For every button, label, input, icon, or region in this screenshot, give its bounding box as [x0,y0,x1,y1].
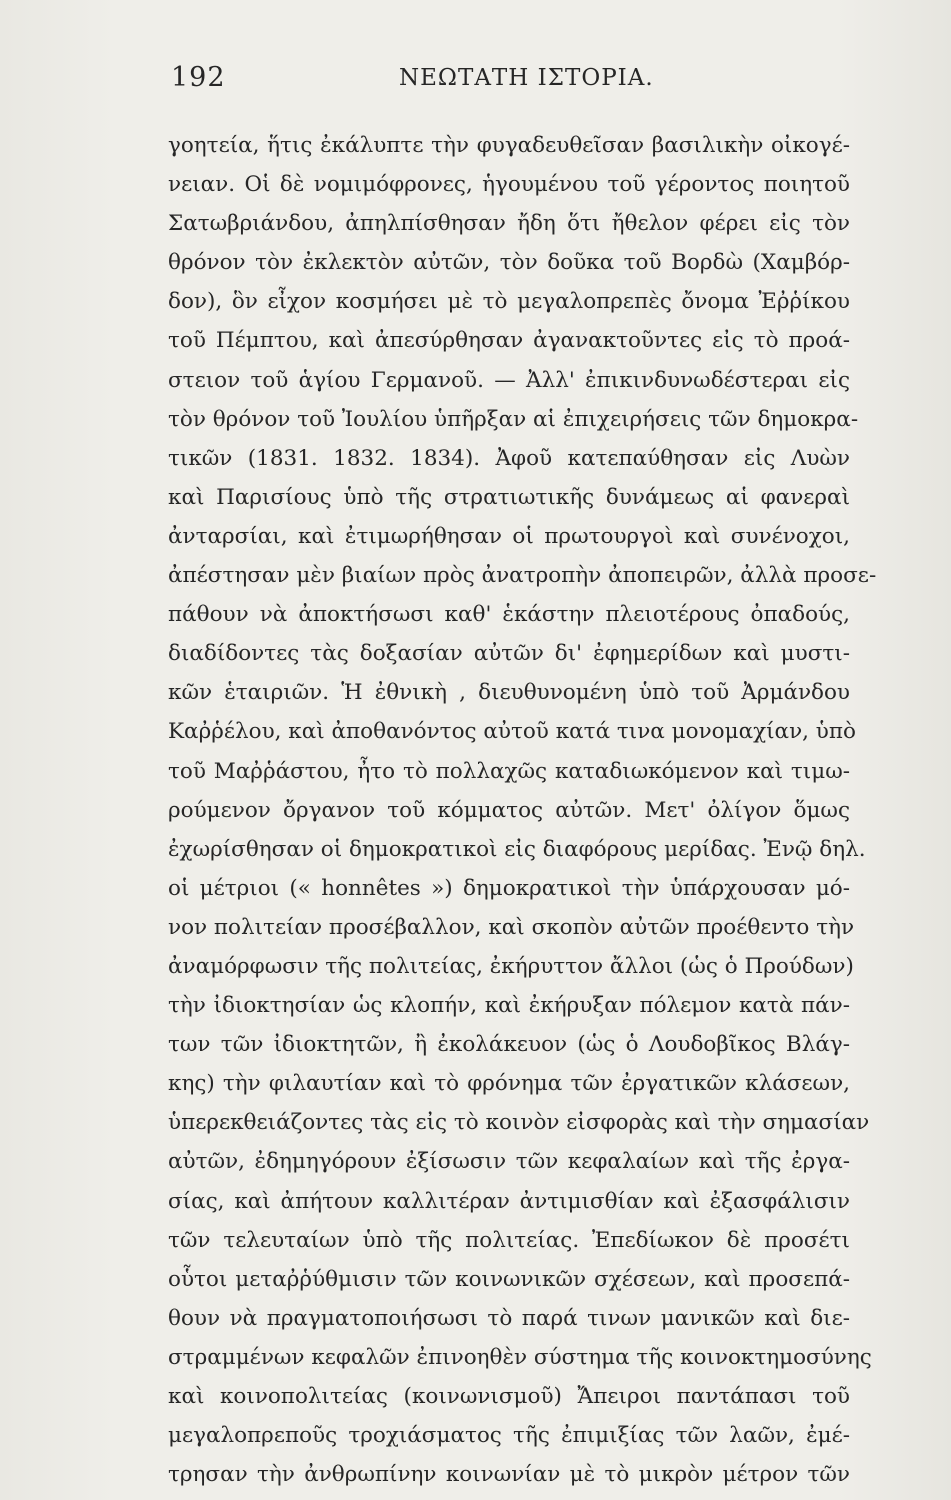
text-line: ἐχωρίσθησαν οἱ δημοκρατικοὶ εἰς διαφόρους μερίδας. Ἐνῷ δηλ. [168,836,866,862]
text-line: κῶν ἑταιριῶν. Ἡ ἐθνικὴ , διευθυνομένη ὑπὸ τοῦ Ἀρμάνδου [168,680,850,706]
running-title: ΝΕΩΤΑΤΗ ΙΣΤΟΡΙΑ. [399,65,654,91]
text-line: οἱ μέτριοι (« honnêtes ») δημοκρατικοὶ τὴν ὑπάρχουσαν μό- [168,875,850,901]
text-line: τοῦ Πέμπτου, καὶ ἀπεσύρθησαν ἀγανακτοῦντες εἰς τὸ προά- [168,328,850,354]
text-line: ἀνταρσίαι, καὶ ἐτιμωρήθησαν οἱ πρωτουργοὶ καὶ συνένοχοι, [168,523,850,549]
text-line: καὶ κοινοπολιτείας (κοινωνισμοῦ) Ἄπειροι παντάπασι τοῦ [168,1384,850,1409]
text-line: των τῶν ἰδιοκτητῶν, ἢ ἐκολάκευον (ὡς ὁ Λουδοβῖκος Βλάγ- [168,1032,850,1058]
body-text [168,126,877,1494]
page-header [171,62,861,102]
text-line: ἀναμόρφωσιν τῆς πολιτείας, ἐκήρυττον ἄλλοι (ὡς ὁ Προύδων) [168,953,854,979]
text-line: Καῤῥέλου, καὶ ἀποθανόντος αὐτοῦ κατά τινα μονομαχίαν, ὑπὸ [168,719,856,745]
text-line: ἀπέστησαν μὲν βιαίων πρὸς ἀνατροπὴν ἀποπειρῶν, ἀλλὰ προσε- [168,563,877,589]
page-number: 192 [171,62,226,93]
text-line: γοητεία, ἥτις ἐκάλυπτε τὴν φυγαδευθεῖσαν βασιλικὴν οἰκογέ- [168,133,850,158]
text-line: τοῦ Μαῤῥάστου, ἦτο τὸ πολλαχῶς καταδιωκόμενον καὶ τιμω- [168,758,850,784]
text-line: θουν νὰ πραγματοποιήσωσι τὸ παρά τινων μανικῶν καὶ διε- [168,1305,850,1331]
text-line: δον), ὃν εἶχον κοσμήσει μὲ τὸ μεγαλοπρεπὲς ὄνομα Ἐῤῥίκου [168,289,850,315]
text-line: αὐτῶν, ἐδημηγόρουν ἐξίσωσιν τῶν κεφαλαίων καὶ τῆς ἐργα- [168,1149,850,1175]
text-line: σίας, καὶ ἀπήτουν καλλιτέραν ἀντιμισθίαν καὶ ἐξασφάλισιν [168,1188,850,1214]
text-line: τῶν τελευταίων ὑπὸ τῆς πολιτείας. Ἐπεδίωκον δὲ προσέτι [168,1227,850,1253]
text-line: στραμμένων κεφαλῶν ἐπινοηθὲν σύστημα τῆς κοινοκτημοσύνης [168,1344,872,1370]
text-line: τὸν θρόνον τοῦ Ἰουλίου ὑπῆρξαν αἱ ἐπιχειρήσεις τῶν δημοκρα- [168,406,859,432]
text-line: νον πολιτείαν προσέβαλλον, καὶ σκοπὸν αὐτῶν προέθεντο τὴν [168,914,855,940]
text-line: ὑπερεκθειάζοντες τὰς εἰς τὸ κοινὸν εἰσφορὰς καὶ τὴν σημασίαν [168,1110,870,1136]
text-line: οὗτοι μεταῤῥύθμισιν τῶν κοινωνικῶν σχέσεων, καὶ προσεπά- [168,1266,850,1292]
text-line: θρόνον τὸν ἐκλεκτὸν αὐτῶν, τὸν δοῦκα τοῦ Βορδὼ (Χαμβόρ- [168,250,850,276]
text-line: πάθουν νὰ ἀποκτήσωσι καθ' ἑκάστην πλειοτέρους ὀπαδούς, [168,602,850,628]
text-line: ρούμενον ὄργανον τοῦ κόμματος αὐτῶν. Μετ' ὀλίγον ὅμως [168,797,850,823]
text-line: τικῶν (1831. 1832. 1834). Ἀφοῦ κατεπαύθησαν εἰς Λυὼν [168,445,850,471]
text-line: τρησαν τὴν ἀνθρωπίνην κοινωνίαν μὲ τὸ μικρὸν μέτρον τῶν [168,1462,850,1488]
text-line: καὶ Παρισίους ὑπὸ τῆς στρατιωτικῆς δυνάμεως αἱ φανεραὶ [168,484,850,510]
text-line: στειον τοῦ ἁγίου Γερμανοῦ. — Ἀλλ' ἐπικινδυνωδέστεραι εἰς [168,367,850,393]
text-line: τὴν ἰδιοκτησίαν ὡς κλοπήν, καὶ ἐκήρυξαν πόλεμον κατὰ πάν- [168,993,850,1019]
text-line: νειαν. Οἱ δὲ νομιμόφρονες, ἡγουμένου τοῦ γέροντος ποιητοῦ [168,172,850,198]
text-line: κης) τὴν φιλαυτίαν καὶ τὸ φρόνημα τῶν ἐργατικῶν κλάσεων, [168,1071,850,1097]
text-line: μεγαλοπρεποῦς τροχιάσματος τῆς ἐπιμιξίας τῶν λαῶν, ἐμέ- [168,1423,850,1449]
text-line: διαδίδοντες τὰς δοξασίαν αὐτῶν δι' ἐφημερίδων καὶ μυστι- [168,641,850,667]
text-line: Σατωβριάνδου, ἀπηλπίσθησαν ἤδη ὅτι ἤθελον φέρει εἰς τὸν [168,211,850,237]
